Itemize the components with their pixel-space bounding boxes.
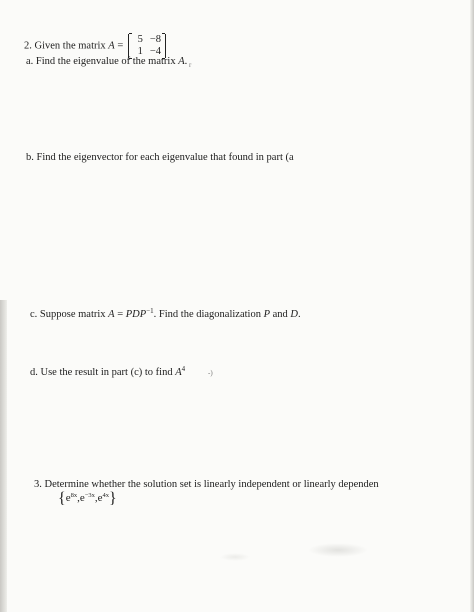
term-2-exp: −3x <box>84 492 95 499</box>
part-c <box>30 308 301 321</box>
part-c-end: . <box>298 309 301 320</box>
part-c-pdp: PDP <box>125 309 147 320</box>
part-c-a: A <box>108 309 115 320</box>
part-b <box>26 153 294 164</box>
question-2-number: 2. <box>24 40 32 52</box>
solution-set <box>58 490 117 508</box>
part-d-exp: 4 <box>181 365 186 373</box>
term-1-exp: 8x <box>70 492 78 499</box>
matrix-cell-2-1: 1 <box>137 46 143 58</box>
part-d <box>30 366 185 379</box>
part-c-pre: Suppose matrix <box>39 309 106 320</box>
question-2-intro: Given the matrix <box>34 40 106 52</box>
matrix-name: A <box>108 40 115 52</box>
stray-mark-1: r <box>189 61 192 69</box>
part-c-eq: = <box>114 309 126 320</box>
part-c-p: P <box>263 309 270 320</box>
scan-smudge <box>308 543 368 557</box>
part-c-d: D <box>290 309 299 320</box>
set-close-brace: } <box>109 490 117 507</box>
question-3-text: Determine whether the solution set is linearly independent or linearly dependen <box>44 479 379 490</box>
question-2-heading <box>24 34 166 58</box>
part-a <box>26 57 187 68</box>
term-3-base: e <box>97 492 103 504</box>
part-d-text: Use the result in part (c) to find <box>40 367 173 378</box>
part-d-label: d. <box>30 367 38 378</box>
part-a-end: . <box>184 56 188 67</box>
matrix-cell-1-2: −8 <box>149 34 162 45</box>
part-c-mid: . Find the diagonalization <box>153 309 261 320</box>
part-b-text: Find the eigenvector for each eigenvalue that found in part (a <box>36 152 294 163</box>
matrix-a <box>128 34 166 58</box>
scan-edge-right <box>470 0 474 612</box>
matrix-cell-2-2: −4 <box>149 46 162 58</box>
question-3-number: 3. <box>34 479 42 490</box>
term-1-base: e <box>65 492 71 504</box>
term-2-base: e <box>79 492 85 504</box>
scan-edge-left <box>0 300 7 612</box>
part-c-inverse: −1 <box>146 307 154 315</box>
stray-mark-2: -) <box>208 369 213 377</box>
part-a-var: A <box>178 56 185 67</box>
matrix-row-1 <box>133 34 161 46</box>
equals-sign: = <box>117 40 124 52</box>
term-3-exp: 4x <box>102 492 110 499</box>
scan-smudge-small <box>220 553 250 561</box>
question-3 <box>34 480 379 491</box>
set-open-brace: { <box>58 490 66 507</box>
part-d-var: A <box>175 367 182 378</box>
part-a-label: a. <box>26 56 34 67</box>
part-a-text: Find the eigenvalue of the matrix <box>35 56 176 67</box>
part-c-and: and <box>272 309 288 320</box>
sep-2: , <box>94 492 98 504</box>
part-c-label: c. <box>30 309 38 320</box>
matrix-cell-1-1: 5 <box>137 34 143 45</box>
part-b-label: b. <box>26 152 34 163</box>
sep-1: , <box>77 492 80 504</box>
